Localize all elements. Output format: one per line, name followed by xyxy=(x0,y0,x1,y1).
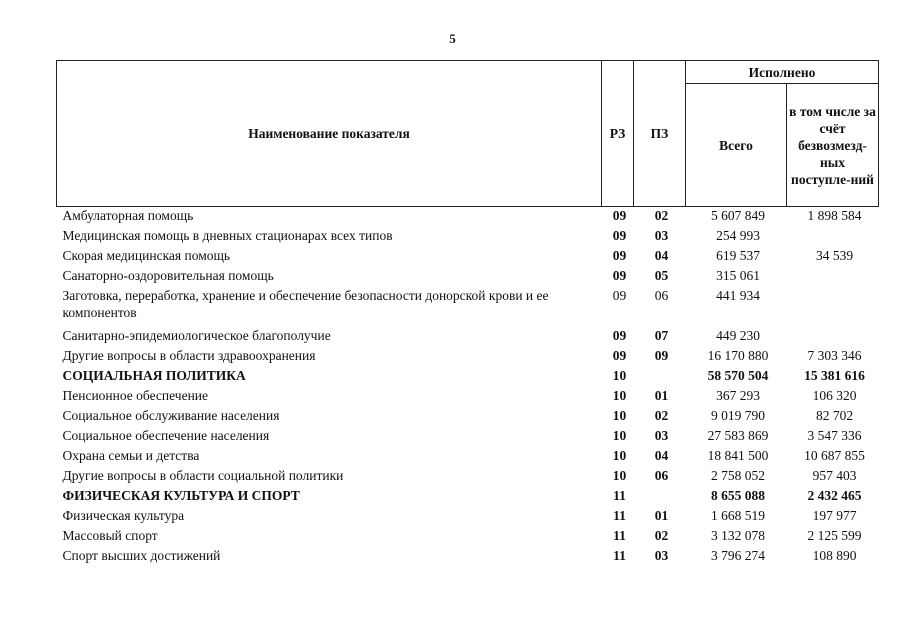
row-pz xyxy=(634,487,686,507)
row-incl-free: 1 898 584 xyxy=(807,208,862,223)
row-pz: 03 xyxy=(654,228,669,243)
header-rz: РЗ xyxy=(602,61,634,207)
header-incl-free: в том числе за счёт безвозмезд-ных поступле-ний xyxy=(787,84,879,207)
row-total: 8 655 088 xyxy=(711,488,765,503)
row-name: Скорая медицинская помощь xyxy=(62,248,231,263)
row-pz: 03 xyxy=(654,428,669,443)
row-rz: 10 xyxy=(612,408,627,423)
row-pz: 04 xyxy=(654,448,669,463)
row-incl-free xyxy=(787,327,879,347)
row-rz: 10 xyxy=(612,368,627,383)
row-total: 367 293 xyxy=(716,388,760,403)
row-total: 5 607 849 xyxy=(711,208,765,223)
row-total: 16 170 880 xyxy=(707,348,769,363)
table-row xyxy=(57,387,879,407)
row-incl-free xyxy=(787,227,879,247)
row-incl-free: 108 890 xyxy=(812,548,857,563)
row-pz: 06 xyxy=(654,288,669,303)
table-row xyxy=(57,247,879,267)
row-name: Социальное обслуживание населения xyxy=(62,408,280,423)
row-incl-free: 34 539 xyxy=(815,248,854,263)
row-name: Санитарно-эпидемиологическое благополучие xyxy=(62,328,331,343)
row-incl-free: 2 432 465 xyxy=(807,488,862,503)
row-pz: 01 xyxy=(654,508,669,523)
row-incl-free: 197 977 xyxy=(812,508,857,523)
row-total: 254 993 xyxy=(716,228,760,243)
row-total: 619 537 xyxy=(716,248,760,263)
table-body xyxy=(57,207,879,568)
table-row xyxy=(57,207,879,228)
row-incl-free xyxy=(787,267,879,287)
row-rz: 10 xyxy=(612,468,627,483)
row-rz: 09 xyxy=(612,268,627,283)
row-rz: 09 xyxy=(612,288,627,303)
row-name: СОЦИАЛЬНАЯ ПОЛИТИКА xyxy=(62,368,246,383)
row-incl-free: 7 303 346 xyxy=(807,348,862,363)
row-total: 18 841 500 xyxy=(707,448,769,463)
row-rz: 11 xyxy=(613,508,626,523)
row-pz: 03 xyxy=(654,548,669,563)
table-row xyxy=(57,347,879,367)
row-name: Спорт высших достижений xyxy=(62,548,221,563)
row-incl-free: 82 702 xyxy=(815,408,854,423)
row-pz: 06 xyxy=(654,468,669,483)
table-row xyxy=(57,227,879,247)
row-total: 441 934 xyxy=(716,288,760,303)
header-pz: ПЗ xyxy=(634,61,686,207)
row-total: 449 230 xyxy=(716,328,760,343)
row-name: Массовый спорт xyxy=(62,528,158,543)
table-row xyxy=(57,427,879,447)
row-name: Пенсионное обеспечение xyxy=(62,388,209,403)
row-rz: 09 xyxy=(612,328,627,343)
row-name: Другие вопросы в области социальной политики xyxy=(62,468,344,483)
row-incl-free: 2 125 599 xyxy=(807,528,862,543)
row-total: 27 583 869 xyxy=(707,428,769,443)
row-pz: 02 xyxy=(654,208,669,223)
table-row xyxy=(57,527,879,547)
table-row xyxy=(57,467,879,487)
header-name: Наименование показателя xyxy=(57,61,602,207)
header-total: Всего xyxy=(686,84,787,207)
row-incl-free: 106 320 xyxy=(812,388,857,403)
row-total: 315 061 xyxy=(716,268,760,283)
page-number: 5 xyxy=(449,31,456,46)
row-rz: 09 xyxy=(612,248,627,263)
row-total: 58 570 504 xyxy=(707,368,769,383)
row-name: Другие вопросы в области здравоохранения xyxy=(62,348,316,363)
table-row xyxy=(57,267,879,287)
row-pz: 09 xyxy=(654,348,669,363)
row-incl-free: 957 403 xyxy=(812,468,857,483)
row-pz: 01 xyxy=(654,388,669,403)
row-pz: 05 xyxy=(654,268,669,283)
row-rz: 10 xyxy=(612,428,627,443)
table-row xyxy=(57,287,879,327)
table-row xyxy=(57,547,879,567)
table-row xyxy=(57,407,879,427)
row-name: Заготовка, переработка, хранение и обеспечение безопасности донорской крови и ее компонентов xyxy=(62,288,549,320)
table-row xyxy=(57,507,879,527)
table-row xyxy=(57,447,879,467)
row-incl-free xyxy=(787,287,879,327)
row-rz: 10 xyxy=(612,448,627,463)
row-pz: 02 xyxy=(654,528,669,543)
row-rz: 10 xyxy=(612,388,627,403)
row-pz: 04 xyxy=(654,248,669,263)
row-name: Амбулаторная помощь xyxy=(62,208,194,223)
row-incl-free: 15 381 616 xyxy=(804,368,865,383)
row-rz: 09 xyxy=(612,348,627,363)
row-name: ФИЗИЧЕСКАЯ КУЛЬТУРА И СПОРТ xyxy=(62,488,300,503)
budget-table xyxy=(56,60,879,567)
row-name: Физическая культура xyxy=(62,508,185,523)
row-name: Охрана семьи и детства xyxy=(62,448,200,463)
table-row xyxy=(57,367,879,387)
row-name: Санаторно-оздоровительная помощь xyxy=(62,268,274,283)
row-rz: 11 xyxy=(613,488,626,503)
row-pz xyxy=(634,367,686,387)
row-total: 3 132 078 xyxy=(711,528,765,543)
row-rz: 11 xyxy=(613,548,626,563)
row-incl-free: 3 547 336 xyxy=(807,428,862,443)
row-name: Медицинская помощь в дневных стационарах всех типов xyxy=(62,228,393,243)
row-name: Социальное обеспечение населения xyxy=(62,428,270,443)
row-pz: 07 xyxy=(654,328,669,343)
row-total: 9 019 790 xyxy=(711,408,765,423)
row-rz: 09 xyxy=(612,228,627,243)
row-rz: 09 xyxy=(612,208,627,223)
header-executed: Исполнено xyxy=(686,61,879,84)
row-total: 2 758 052 xyxy=(711,468,765,483)
row-incl-free: 10 687 855 xyxy=(804,448,865,463)
row-total: 3 796 274 xyxy=(711,548,765,563)
table-row xyxy=(57,487,879,507)
table-row xyxy=(57,327,879,347)
row-rz: 11 xyxy=(613,528,626,543)
row-total: 1 668 519 xyxy=(711,508,765,523)
row-pz: 02 xyxy=(654,408,669,423)
